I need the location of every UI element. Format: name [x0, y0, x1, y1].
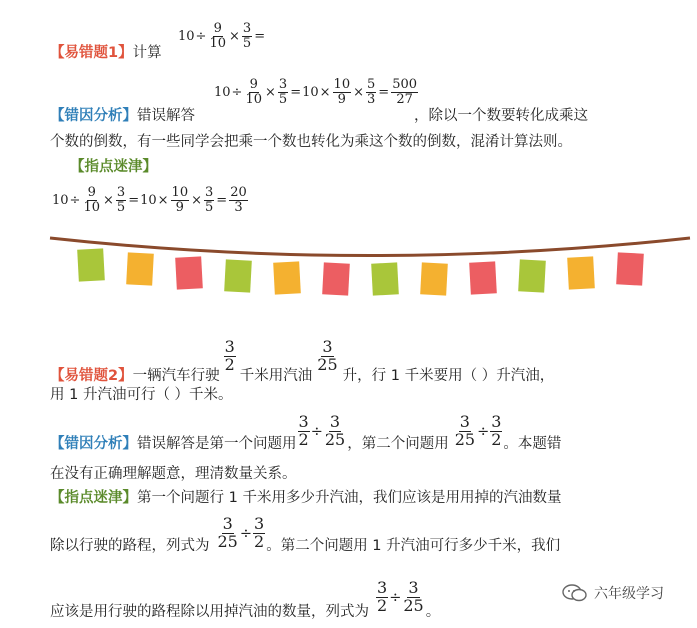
denominator: 3 — [367, 91, 376, 107]
numerator: 10 — [333, 77, 351, 92]
denominator: 3 — [234, 199, 243, 215]
times-sign: × — [191, 192, 202, 208]
denominator: 2 — [491, 430, 502, 449]
bunting-flag — [322, 262, 350, 295]
equals-sign: = — [128, 192, 140, 208]
q2-text-3: 升，行 1 千米要用（ ）升汽油， — [342, 368, 555, 384]
fraction — [316, 339, 338, 374]
denominator: 5 — [116, 199, 126, 215]
numerator: 20 — [230, 185, 247, 200]
q1-analysis-line1 — [50, 104, 195, 125]
q2-analysis-text-3: 。本题错 — [503, 436, 562, 452]
q2-analysis-line1 — [50, 410, 561, 453]
q2-analysis-text-1: 错误解答是第一个问题用 — [137, 436, 297, 452]
bunting-flag — [616, 252, 644, 285]
divide-sign: ÷ — [231, 84, 243, 100]
equals-sign: = — [254, 28, 266, 44]
denominator: 10 — [245, 91, 262, 107]
q1-analysis-tail: ，除以一个数要转化成乘这 — [414, 108, 588, 124]
number: 10 — [140, 192, 157, 208]
q2-tip-text-2a: 除以行驶的路程，列式为 — [50, 538, 210, 554]
numerator: 3 — [224, 337, 235, 357]
q2-tip-text-3a: 应该是用行驶的路程除以用掉汽油的数量，列式为 — [50, 604, 369, 620]
q1-analysis-lead: 错误解答 — [137, 108, 195, 124]
numerator: 3 — [329, 412, 341, 432]
times-sign: × — [265, 84, 276, 100]
times-sign: × — [353, 84, 364, 100]
expression — [453, 414, 504, 449]
q2-text-2: 千米用汽油 — [239, 368, 313, 384]
denominator: 25 — [324, 430, 346, 449]
q1-analysis-label: 【错因分析】 — [50, 108, 137, 124]
denominator: 25 — [317, 355, 338, 374]
q2-line2: 用 1 升汽油可行（ ）千米。 — [50, 387, 233, 403]
numerator: 3 — [116, 185, 126, 200]
denominator: 10 — [209, 35, 226, 51]
denominator: 2 — [224, 355, 235, 374]
q2-analysis-label: 【错因分析】 — [50, 436, 137, 452]
denominator: 27 — [396, 91, 413, 107]
number: 10 — [178, 28, 195, 44]
numerator: 9 — [249, 77, 258, 92]
numerator: 3 — [242, 21, 252, 36]
q2-line1 — [50, 328, 554, 385]
numerator: 9 — [213, 21, 222, 36]
q2-tip-line2 — [50, 512, 560, 555]
divide-sign: ÷ — [239, 525, 253, 542]
q2-tip-text-3b: 。 — [425, 604, 441, 620]
bunting-flag — [273, 261, 301, 294]
q1-label: 【易错题1】 — [50, 45, 133, 61]
watermark-text: 六年级学习 — [594, 586, 664, 602]
denominator: 9 — [337, 91, 346, 107]
q1-correct-expression — [52, 186, 249, 214]
denominator: 10 — [83, 199, 100, 215]
bunting-flag — [518, 259, 546, 292]
numerator: 500 — [392, 77, 418, 92]
numerator: 3 — [459, 412, 470, 432]
bunting-flag — [224, 259, 252, 292]
times-sign: × — [319, 84, 331, 100]
equals-sign: = — [378, 84, 390, 100]
denominator: 5 — [205, 199, 214, 215]
q1-wrong-expression — [214, 78, 419, 106]
divide-sign: ÷ — [389, 589, 402, 606]
denominator: 5 — [278, 91, 288, 107]
bunting-flag — [420, 262, 448, 295]
number: 10 — [52, 192, 69, 208]
number: 10 — [302, 84, 319, 100]
bunting-decoration — [0, 228, 697, 298]
times-sign: × — [103, 192, 114, 208]
denominator: 25 — [403, 596, 424, 615]
times-sign: × — [157, 192, 169, 208]
divide-sign: ÷ — [310, 423, 323, 440]
q1-tip-label: 【指点迷津】 — [70, 159, 157, 175]
denominator: 2 — [254, 532, 265, 551]
denominator: 2 — [298, 430, 309, 449]
bunting-flag — [469, 261, 497, 294]
fraction — [224, 339, 236, 374]
q1-expression — [178, 22, 265, 50]
q2-tip-line3 — [50, 574, 440, 621]
bunting-flag — [175, 256, 203, 289]
bunting-flag — [77, 248, 105, 281]
numerator: 9 — [87, 185, 96, 200]
numerator: 3 — [205, 185, 214, 200]
denominator: 25 — [217, 532, 238, 551]
numerator: 3 — [491, 412, 502, 432]
numerator: 3 — [298, 412, 309, 432]
expression — [216, 516, 267, 551]
bunting-flag — [371, 263, 399, 296]
watermark — [562, 583, 664, 603]
q2-tip-text-1: 第一个问题行 1 千米用多少升汽油，我们应该是用用掉的汽油数量 — [137, 490, 562, 506]
q2-tip-text-2b: 。第二个问题用 1 升汽油可行多少千米，我们 — [266, 538, 561, 554]
divide-sign: ÷ — [477, 423, 490, 440]
numerator: 3 — [377, 578, 388, 598]
denominator: 25 — [454, 430, 476, 449]
q2-tip-line1 — [50, 486, 561, 507]
q2-label: 【易错题2】 — [50, 368, 133, 384]
bunting-flag — [126, 253, 154, 286]
numerator: 3 — [278, 77, 288, 92]
q1-verb: 计算 — [132, 45, 162, 61]
numerator: 5 — [367, 77, 376, 92]
q1-line — [50, 41, 162, 62]
denominator: 9 — [175, 199, 184, 215]
numerator: 3 — [254, 514, 265, 534]
equals-sign: = — [290, 84, 302, 100]
q2-tip-label: 【指点迷津】 — [50, 490, 137, 506]
expression — [297, 414, 348, 449]
divide-sign: ÷ — [69, 192, 81, 208]
q2-analysis-text-2: ，第二个问题用 — [347, 436, 449, 452]
divide-sign: ÷ — [195, 28, 207, 44]
numerator: 3 — [322, 337, 333, 357]
denominator: 2 — [377, 596, 388, 615]
numerator: 3 — [222, 514, 233, 534]
q2-analysis-line2: 在没有正确理解题意，理清数量关系。 — [50, 466, 297, 482]
bunting-flag — [567, 256, 595, 289]
number: 10 — [214, 84, 231, 100]
equals-sign: = — [216, 192, 228, 208]
numerator: 3 — [408, 578, 419, 598]
q1-analysis-line2: 个数的倒数，有一些同学会把乘一个数也转化为乘这个数的倒数，混淆计算法则。 — [50, 134, 572, 150]
wechat-icon — [562, 583, 588, 603]
expression — [375, 580, 426, 615]
times-sign: × — [229, 28, 240, 44]
numerator: 10 — [171, 185, 189, 200]
q2-text-1: 一辆汽车行驶 — [132, 368, 220, 384]
denominator: 5 — [242, 35, 252, 51]
